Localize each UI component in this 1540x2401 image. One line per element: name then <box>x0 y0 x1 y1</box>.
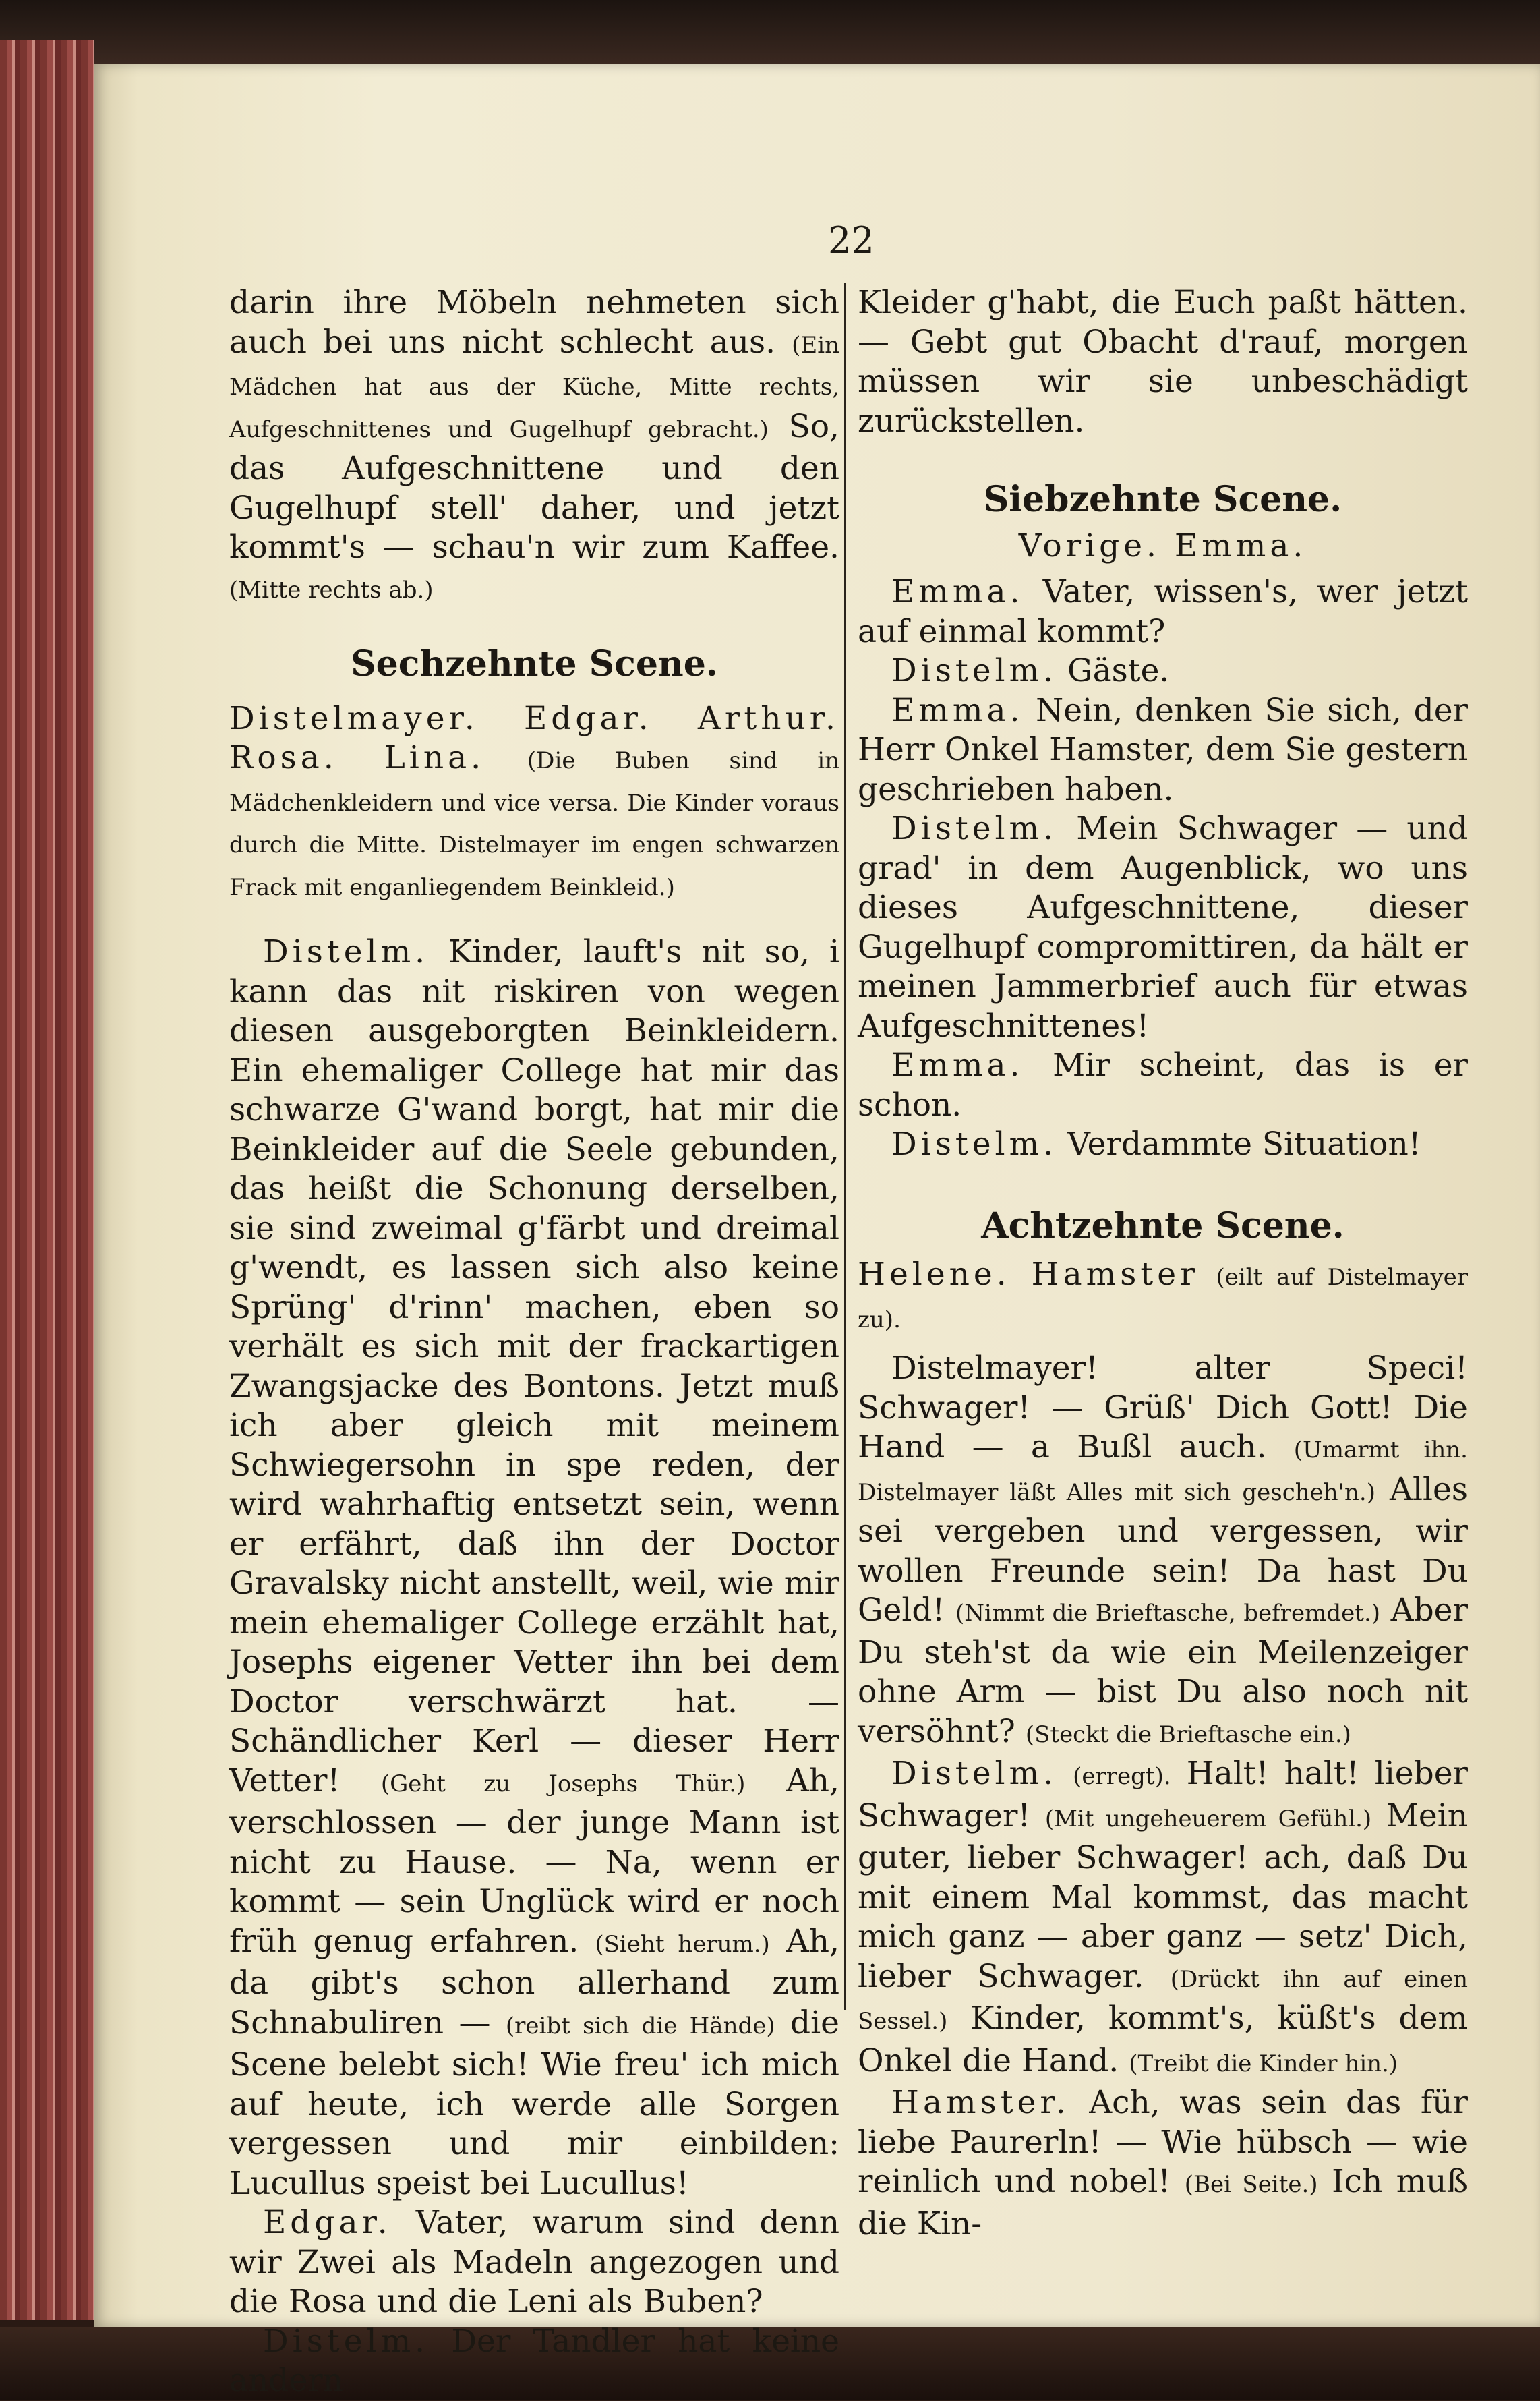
speech-text: Verdammte Situation! <box>1067 1126 1421 1163</box>
speaker-name: Distelm. <box>263 933 430 971</box>
speech-distelm-6 <box>858 1754 1468 2083</box>
speech-text: Alles sei vergeben und vergessen, wir wollen Freunde sein! Da hast Du Geld! <box>858 1470 1468 1629</box>
paragraph-intro <box>229 283 839 610</box>
speech-text: Mir scheint, das is er schon. <box>858 1047 1468 1124</box>
column-divider <box>844 283 846 2010</box>
speech-text: Distelmayer! alter Speci! Schwager! — Grüß' Dich Gott! Die Hand — a Bußl auch. <box>858 1350 1468 1466</box>
stage-direction: (Nimmt die Brieftasche, befremdet.) <box>955 1600 1381 1627</box>
speaker-name: Emma. <box>891 1047 1024 1084</box>
stage-direction: (Geht zu Josephs Thür.) <box>380 1770 746 1797</box>
speech-emma-2 <box>858 691 1468 810</box>
stage-direction: (Mitte rechts ab.) <box>229 576 434 604</box>
speech-distelm-1 <box>229 933 839 2203</box>
speech-text: Ach, was sein das für liebe Paurerln! — Wie hübsch — wie reinlich und nobel! <box>858 2084 1468 2200</box>
stage-direction: (erregt). <box>1073 1763 1171 1790</box>
speech-text: Mein guter, lieber Schwager! ach, daß Du mit einem Mal kommst, das macht mich ganz — aber ganz — setz' Dich, lieber Schwager. <box>858 1797 1468 1995</box>
stage-direction: (eilt auf Distelmayer zu). <box>858 1264 1468 1333</box>
stage-direction: (Ein Mädchen hat aus der Küche, Mitte rechts, Aufgeschnittenes und Gugelhupf gebracht.) <box>229 331 839 443</box>
speech-text: Aber Du steh'st da wie ein Meilenzeiger ohne Arm — bist Du also noch nit versöhnt? <box>858 1592 1468 1750</box>
scene-17-cast: Vorige. Emma. <box>1018 527 1307 565</box>
scene-18-cast <box>858 1255 1468 1339</box>
stage-direction: (reibt sich die Hände) <box>505 2012 775 2040</box>
intro-text-2: So, das Aufgeschnittene und den Gugelhupf stell' daher, und jetzt kommt's — schau'n wir zum Kaffee. <box>229 407 839 566</box>
speech-text: Halt! halt! lieber Schwager! <box>858 1755 1468 1834</box>
speech-distelm-4 <box>858 809 1468 1046</box>
speaker-name: Distelm. <box>891 810 1058 847</box>
stage-direction: (Treibt die Kinder hin.) <box>1129 2050 1398 2077</box>
speech-text: Vater, wissen's, wer jetzt auf einmal kommt? <box>858 573 1468 650</box>
speech-text: Ah, verschlossen — der junge Mann ist nicht zu Hause. — Na, wenn er kommt — sein Unglück wird er noch früh genug erfahren. <box>229 1762 839 1960</box>
scene-heading-18: Achtzehnte Scene. <box>981 1205 1344 1246</box>
speech-text: die Scene belebt sich! Wie freu' ich mich auf heute, ich werde alle Sorgen vergessen und mir einbilden: Lucullus speist bei Lucullus! <box>229 2004 839 2202</box>
speech-hamster-2 <box>858 2083 1468 2244</box>
intro-text: darin ihre Möbeln nehmeten sich auch bei uns nicht schlecht aus. <box>229 284 839 361</box>
speech-text: Kinder, lauft's nit so, i kann das nit riskiren von wegen diesen ausgeborgten Beinkleidern. Ein ehemaliger College hat mir das schwarze G'wand borgt, hat mir die Beinkleider auf die Seele gebunden, das heißt die Schonung derselben, sie sind zweimal g'färbt und dreimal g'wendt, es lassen sich also keine Sprüng' d'rinn' machen, eben so verhält es sich mit der frackartigen Zwangsjacke des Bontons. Jetzt muß ich aber gleich mit meinem Schwiegersohn in spe reden, der wird wahrhaftig entsetzt sein, wenn er erfährt, daß ihn der Doctor Gravalsky nicht anstellt, weil, wie mir mein ehemaliger College erzählt hat, Josephs eigener Vetter ihn bei dem Doctor verschwärzt hat. — Schändlicher Kerl — dieser Herr Vetter! <box>229 933 839 1799</box>
scene-heading-17: Siebzehnte Scene. <box>983 479 1342 520</box>
speaker-name: Emma. <box>891 573 1024 610</box>
stage-direction: (Umarmt ihn. Distelmayer läßt Alles mit sich gescheh'n.) <box>858 1437 1468 1506</box>
speaker-name: Distelm. <box>891 652 1058 689</box>
stage-direction: (Mit ungeheuerem Gefühl.) <box>1044 1805 1372 1832</box>
speech-text: Der Tandler hat keine andern <box>229 2322 839 2399</box>
speech-text: Kinder, kommt's, küßt's dem Onkel die Hand. <box>858 2000 1468 2079</box>
cast-list: Helene. Hamster <box>858 1256 1200 1293</box>
speech-emma-1 <box>858 573 1468 652</box>
speech-continuation: Kleider g'habt, die Euch paßt hätten. — Gebt gut Obacht d'rauf, morgen müssen wir sie unbeschädigt zurückstellen. <box>858 284 1468 440</box>
stage-direction: (Sieht herum.) <box>595 1930 770 1958</box>
speech-distelm-2 <box>229 2322 839 2401</box>
speech-text: Mein Schwager — und grad' in dem Augenblick, wo uns dieses Aufgeschnittene, dieser Gugelhupf compromittiren, da hält er meinen Jammerbrief auch für etwas Aufgeschnittenes! <box>858 810 1468 1045</box>
book-page-edges <box>0 40 94 2320</box>
scene-heading-16: Sechzehnte Scene. <box>351 643 718 685</box>
speaker-name: Emma. <box>891 691 1024 729</box>
speech-text: Nein, denken Sie sich, der Herr Onkel Hamster, dem Sie gestern geschrieben haben. <box>858 691 1468 808</box>
speech-text: Gäste. <box>1067 652 1170 689</box>
speech-hamster-1 <box>858 1349 1468 1754</box>
speaker-name: Distelm. <box>891 1755 1058 1792</box>
speech-text: Ah, da gibt's schon allerhand zum Schnabuliren — <box>229 1922 839 2042</box>
speech-edgar <box>229 2203 839 2322</box>
book-top-edge <box>0 0 1540 64</box>
speaker-name: Hamster. <box>891 2084 1070 2121</box>
speech-text: Vater, warum sind denn wir Zwei als Madeln angezogen und die Rosa und die Leni als Buben? <box>229 2204 839 2320</box>
stage-direction: (Die Buben sind in Mädchenkleidern und vice versa. Die Kinder voraus durch die Mitte. Distelmayer im engen schwarzen Frack mit enganliegendem Beinkleid.) <box>229 747 839 901</box>
right-column <box>858 283 1468 2244</box>
speech-distelm-3 <box>858 652 1468 691</box>
speech-distelm-5 <box>858 1125 1468 1165</box>
stage-direction: (Steckt die Brieftasche ein.) <box>1025 1720 1351 1748</box>
left-column <box>229 283 839 2401</box>
stage-direction: (Bei Seite.) <box>1184 2171 1318 2198</box>
speaker-name: Distelm. <box>263 2322 430 2360</box>
page-number: 22 <box>828 219 875 262</box>
speech-text: Ich muß die Kin- <box>858 2163 1468 2243</box>
scene-16-cast <box>229 699 839 908</box>
speaker-name: Edgar. <box>263 2204 392 2241</box>
speech-emma-3 <box>858 1046 1468 1125</box>
stage-direction: (Drückt ihn auf einen Sessel.) <box>858 1965 1468 2035</box>
cast-list: Distelmayer. Edgar. Arthur. Rosa. Lina. <box>229 699 839 776</box>
speaker-name: Distelm. <box>891 1126 1058 1163</box>
